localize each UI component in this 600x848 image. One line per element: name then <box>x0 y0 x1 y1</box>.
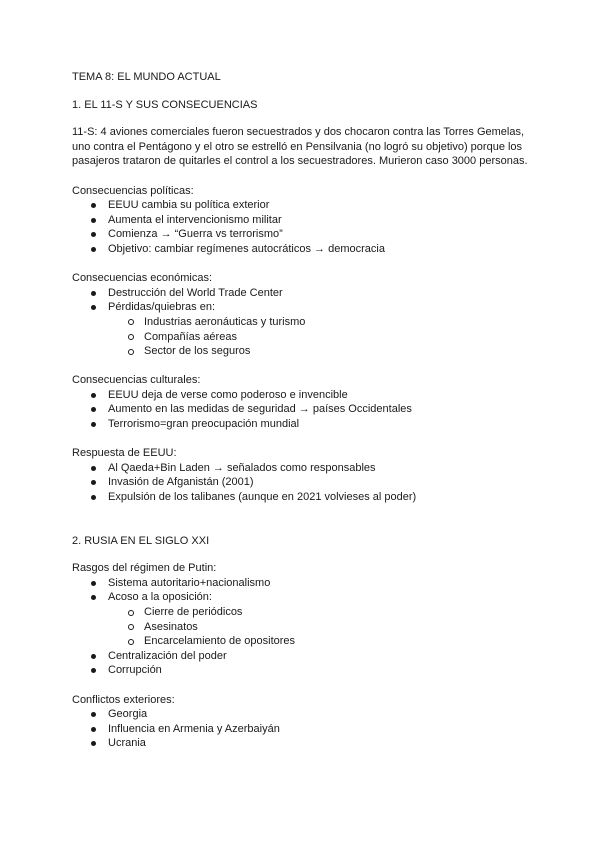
bullet-icon <box>91 668 96 673</box>
list-item: Corrupción <box>72 663 560 678</box>
list-subitem: Industrias aeronáuticas y turismo <box>72 315 560 330</box>
bullet-icon <box>91 654 96 659</box>
economicas-label: Consecuencias económicas: <box>72 272 213 285</box>
bullet-icon <box>91 727 96 732</box>
list-item: Sistema autoritario+nacionalismo <box>72 576 560 591</box>
section-1-intro: 11-S: 4 aviones comerciales fueron secuestrados y dos chocaron contra las Torres Gemelas, uno contra el Pentágono y el otro se estrelló en Pensilvania (no logró su objetivo) porque los pasajeros trataron de quitarles el control a los secuestradores. Murieron caso 3000 personas. <box>72 126 528 168</box>
list-item: Ucrania <box>72 736 560 751</box>
politicas-list <box>72 198 560 256</box>
list-item: Pérdidas/quiebras en: <box>72 300 560 315</box>
rasgos-sublist <box>72 605 560 649</box>
respuesta-list <box>72 461 560 505</box>
circle-bullet-icon <box>128 319 134 325</box>
list-item: Expulsión de los talibanes (aunque en 2021 volvieses al poder) <box>72 490 560 505</box>
bullet-icon <box>91 305 96 310</box>
list-item: Influencia en Armenia y Azerbaiyán <box>72 722 560 737</box>
bullet-icon <box>91 247 96 252</box>
rasgos-label: Rasgos del régimen de Putin: <box>72 562 217 575</box>
economicas-list <box>72 286 560 315</box>
rasgos-list-continued <box>72 649 560 678</box>
bullet-icon <box>91 495 96 500</box>
bullet-icon <box>91 712 96 717</box>
bullet-icon <box>91 393 96 398</box>
bullet-icon <box>91 581 96 586</box>
economicas-sublist <box>72 315 560 359</box>
bullet-icon <box>91 218 96 223</box>
list-item: EEUU deja de verse como poderoso e invencible <box>72 388 560 403</box>
list-subitem: Sector de los seguros <box>72 344 560 359</box>
list-item: Georgia <box>72 707 560 722</box>
list-item: Acoso a la oposición: <box>72 590 560 605</box>
list-item: Centralización del poder <box>72 649 560 664</box>
list-item: Al Qaeda+Bin Laden → señalados como responsables <box>72 461 560 476</box>
conflictos-list <box>72 707 560 751</box>
list-item: Comienza → “Guerra vs terrorismo” <box>72 227 560 242</box>
bullet-icon <box>91 422 96 427</box>
list-subitem: Asesinatos <box>72 620 560 635</box>
circle-bullet-icon <box>128 639 134 645</box>
culturales-list <box>72 388 560 432</box>
respuesta-label: Respuesta de EEUU: <box>72 447 177 460</box>
list-subitem: Encarcelamiento de opositores <box>72 634 560 649</box>
list-item: Aumenta el intervencionismo militar <box>72 213 560 228</box>
list-item: Aumento en las medidas de seguridad → países Occidentales <box>72 402 560 417</box>
rasgos-list <box>72 576 560 605</box>
list-item: Destrucción del World Trade Center <box>72 286 560 301</box>
circle-bullet-icon <box>128 334 134 340</box>
bullet-icon <box>91 407 96 412</box>
list-item: Objetivo: cambiar regímenes autocráticos → democracia <box>72 242 560 257</box>
document-title: TEMA 8: EL MUNDO ACTUAL <box>72 71 221 83</box>
politicas-label: Consecuencias políticas: <box>72 184 194 197</box>
bullet-icon <box>91 595 96 600</box>
bullet-icon <box>91 741 96 746</box>
bullet-icon <box>91 232 96 237</box>
list-subitem: Cierre de periódicos <box>72 605 560 620</box>
circle-bullet-icon <box>128 349 134 355</box>
list-subitem: Compañías aéreas <box>72 330 560 345</box>
bullet-icon <box>91 466 96 471</box>
bullet-icon <box>91 291 96 296</box>
circle-bullet-icon <box>128 610 134 616</box>
list-item: EEUU cambia su política exterior <box>72 198 560 213</box>
circle-bullet-icon <box>128 624 134 630</box>
section-2-heading: 2. RUSIA EN EL SIGLO XXI <box>72 534 210 547</box>
bullet-icon <box>91 203 96 208</box>
list-item: Invasión de Afganistán (2001) <box>72 475 560 490</box>
section-1-heading: 1. EL 11-S Y SUS CONSECUENCIAS <box>72 98 258 111</box>
conflictos-label: Conflictos exteriores: <box>72 693 175 706</box>
list-item: Terrorismo=gran preocupación mundial <box>72 417 560 432</box>
culturales-label: Consecuencias culturales: <box>72 374 201 387</box>
bullet-icon <box>91 480 96 485</box>
